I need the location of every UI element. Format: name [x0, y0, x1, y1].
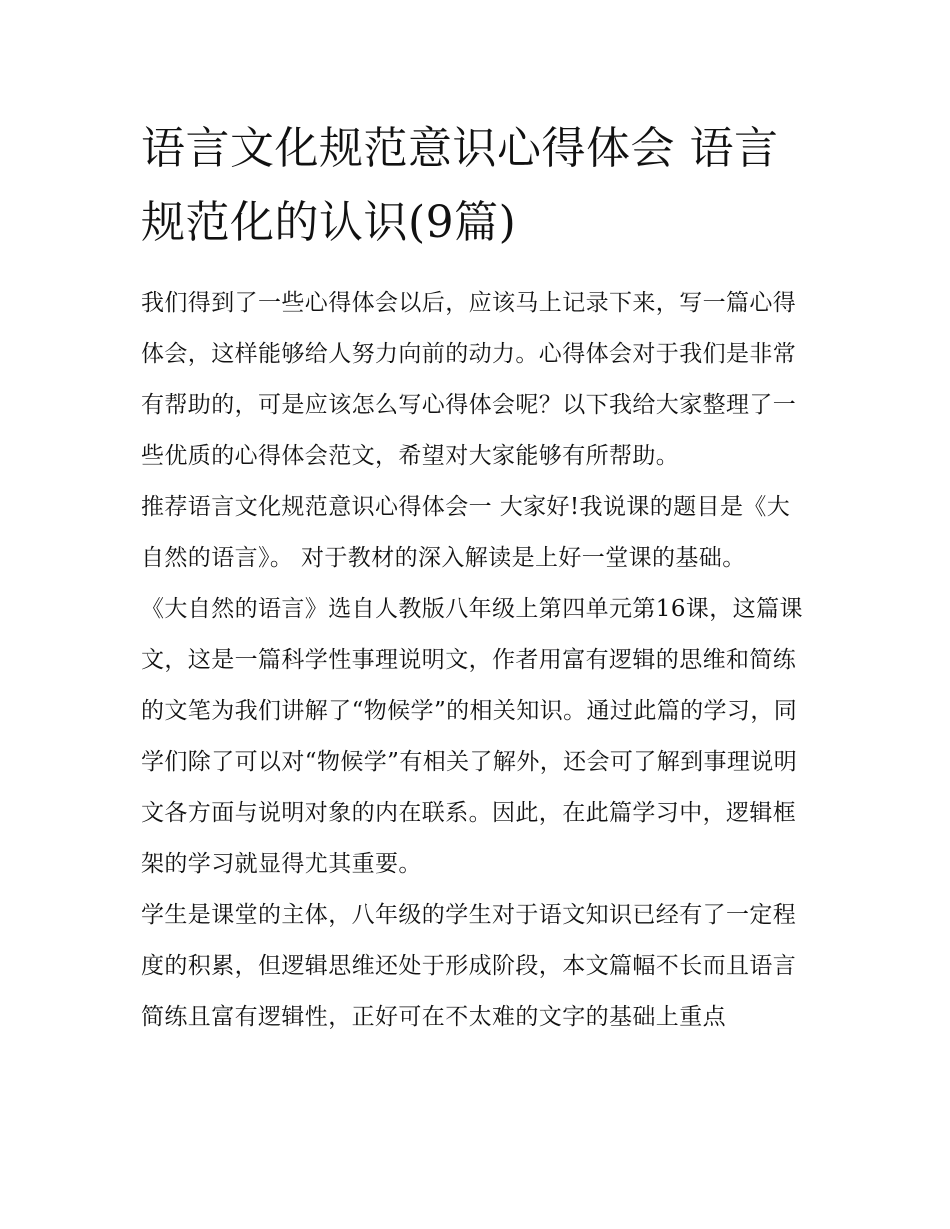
document-body	[141, 112, 813, 1043]
paragraph-intro: 我们得到了一些心得体会以后，应该马上记录下来，写一篇心得体会，这样能够给人努力向前的动力。心得体会对于我们是非常有帮助的，可是应该怎么写心得体会呢？以下我给大家整理了一些优质的心得体会范文，希望对大家能够有所帮助。	[141, 290, 797, 469]
paragraph-textbook: 《大自然的语言》选自人教版八年级上第四单元第16课，这篇课文，这是一篇科学性事理说明文，作者用富有逻辑的思维和简练的文笔为我们讲解了“物候学”的相关知识。通过此篇的学习，同学们除了可以对“物候学”有相关了解外，还会可了解到事理说明文各方面与说明对象的内在联系。因此，在此篇学习中，逻辑框架的学习就显得尤其重要。	[141, 596, 803, 877]
paragraph-students: 学生是课堂的主体，八年级的学生对于语文知识已经有了一定程度的积累，但逻辑思维还处于形成阶段，本文篇幅不长而且语言简练且富有逻辑性，正好可在不太难的文字的基础上重点	[141, 902, 797, 1030]
document-title: 语言文化规范意识心得体会 语言规范化的认识(9篇)	[141, 123, 779, 248]
paragraph-recommend: 推荐语言文化规范意识心得体会一 大家好!我说课的题目是《大自然的语言》。 对于教材的深入解读是上好一堂课的基础。	[141, 494, 791, 571]
